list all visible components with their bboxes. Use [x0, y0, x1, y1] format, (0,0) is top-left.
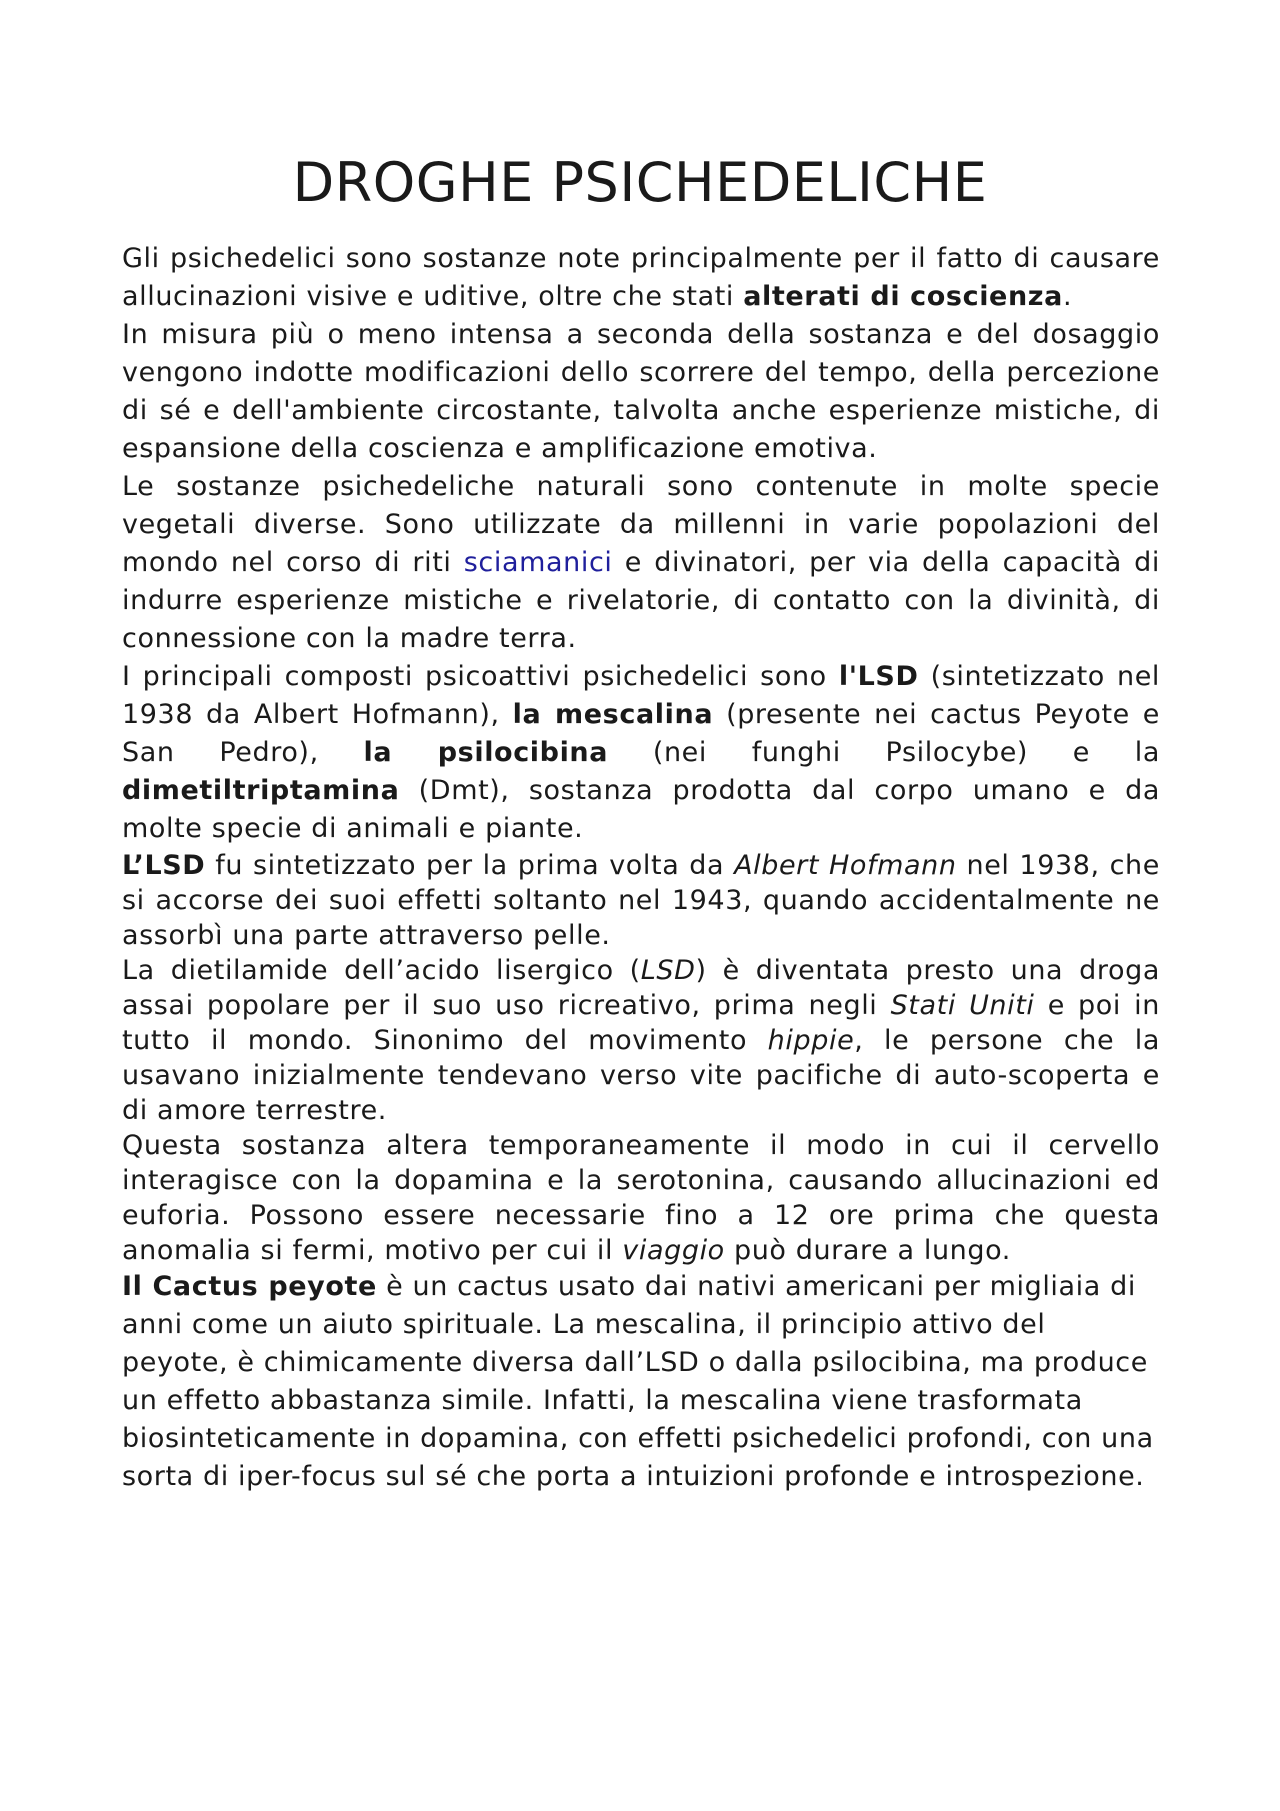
paragraph-lsd-history — [122, 848, 1160, 953]
text-run: (presente nei cactus Peyote e San Pedro), — [122, 699, 1160, 768]
document-body — [122, 240, 1160, 1496]
paragraph-intro — [122, 240, 1160, 316]
paragraph-main-compounds — [122, 658, 1160, 848]
text-run: ) è diventata presto una droga assai popolare per il suo uso ricreativo, prima negli — [122, 955, 1160, 1021]
text-run: , le persone che la usavano inizialmente tendevano verso vite pacifiche di auto-scoperta e di amore terrestre. — [122, 1025, 1161, 1126]
page-title: DROGHE PSICHEDELICHE — [292, 151, 988, 214]
bold-term: L’LSD — [122, 850, 206, 881]
paragraph-natural-substances — [122, 468, 1160, 658]
sciamanici-link[interactable]: sciamanici — [463, 547, 613, 578]
text-run: può durare a lungo. — [724, 1235, 1011, 1266]
text-run: I principali composti psicoattivi psichedelici sono — [122, 661, 839, 692]
text-run: e poi in tutto il mondo. Sinonimo del movimento — [122, 990, 1160, 1056]
italic-term: Albert Hofmann — [734, 850, 957, 881]
text-run: (sintetizzato nel 1938 da Albert Hofmann), — [122, 661, 1161, 730]
text-run: (nei funghi Psilocybe) e la — [608, 737, 1160, 768]
paragraph-lsd-popularity — [122, 953, 1160, 1128]
bold-term: alterati di coscienza — [743, 281, 1063, 312]
text-run: fu sintetizzato per la prima volta da — [205, 850, 735, 881]
italic-term: Stati Uniti — [890, 990, 1035, 1021]
text-run: e divinatori, per via della capacità di indurre esperienze mistiche e rivelatorie, di contatto con la divinità, di connessione con la madre terra. — [122, 547, 1161, 654]
bold-term: l'LSD — [838, 661, 919, 692]
italic-term: LSD — [640, 955, 696, 986]
bold-term: la mescalina — [512, 699, 714, 730]
text-run: (Dmt), sostanza prodotta dal corpo umano e da molte specie di animali e piante. — [122, 775, 1160, 844]
text-run: Gli psichedelici sono sostanze note principalmente per il fatto di causare allucinazioni visive e uditive, oltre che stati — [122, 243, 1160, 312]
italic-term: viaggio — [622, 1235, 725, 1266]
paragraph-lsd-brain — [122, 1128, 1160, 1268]
paragraph-peyote — [122, 1268, 1160, 1496]
text-run: . — [1062, 281, 1073, 312]
italic-term: hippie — [767, 1025, 855, 1056]
bold-term: la psilocibina — [363, 737, 609, 768]
text-run: nel 1938, che si accorse dei suoi effetti soltanto nel 1943, quando accidentalmente ne assorbì una parte attraverso pelle. — [122, 850, 1160, 951]
text-run: La dietilamide dell’acido lisergico ( — [122, 955, 641, 986]
paragraph-effects — [122, 316, 1160, 468]
text-run: In misura più o meno intensa a seconda della sostanza e del dosaggio vengono indotte modificazioni dello scorrere del tempo, della percezione di sé e dell'ambiente circostante, talvolta anche esperienze mistiche, di espansione della coscienza e amplificazione emotiva. — [122, 319, 1160, 464]
text-run: Le sostanze psichedeliche naturali sono contenute in molte specie vegetali diverse. Sono utilizzate da millenni in varie popolazioni del mondo nel corso di riti — [122, 471, 1160, 578]
bold-term: dimetiltriptamina — [122, 775, 400, 806]
text-run: è un cactus usato dai nativi americani per migliaia di anni come un aiuto spirituale. La mescalina, il principio attivo del peyote, è chimicamente diversa dall’LSD o dalla psilocibina, ma produce un effetto abbastanza simile. Infatti, la mescalina viene trasformata biosinteticamente in dopamina, con effetti psichedelici profondi, con una sorta di iper-focus sul sé che porta a intuizioni profonde e introspezione. — [122, 1271, 1154, 1492]
bold-term: Il Cactus peyote — [122, 1271, 377, 1302]
text-run: Questa sostanza altera temporaneamente il modo in cui il cervello interagisce con la dopamina e la serotonina, causando allucinazioni ed euforia. Possono essere necessarie fino a 12 ore prima che questa anomalia si fermi, motivo per cui il — [122, 1130, 1160, 1266]
